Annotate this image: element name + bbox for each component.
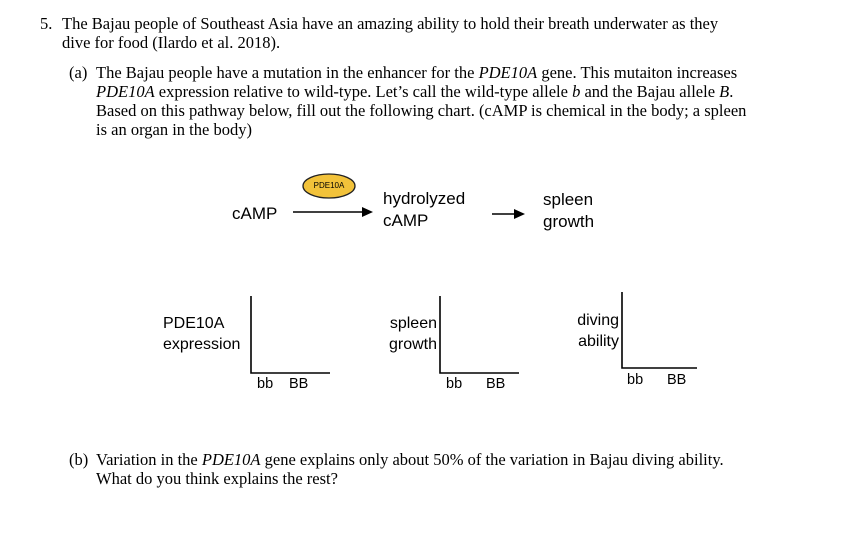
part-a-label: (a) (69, 63, 88, 82)
graph-1-tick-BB: BB (289, 376, 309, 392)
substrate-label: cAMP (232, 204, 278, 223)
allele-B: B (719, 82, 730, 101)
graph-3-axes (622, 292, 697, 368)
graph-2-axes (440, 296, 519, 373)
part-b-label: (b) (69, 450, 89, 469)
question-text-line-2: dive for food (Ilardo et al. 2018). (62, 33, 281, 52)
question-text-line-1: The Bajau people of Southeast Asia have an amazing ability to hold their breath underwater as they (62, 14, 719, 33)
graph-1-ylabel: PDE10A expression (163, 315, 241, 353)
graph-2-tick-bb: bb (446, 376, 463, 392)
enzyme-label: PDE10A (313, 181, 345, 190)
part-b-line-1: Variation in the PDE10A gene explains only about 50% of the variation in Bajau diving ability. (96, 450, 724, 469)
part-a-line-2: PDE10A expression relative to wild-type. Let’s call the wild-type allele b and the Bajau allele B. (96, 82, 734, 101)
graph-3-tick-bb: bb (627, 372, 644, 388)
outcome-label: spleen growth (543, 190, 595, 231)
product-label: hydrolyzed cAMP (383, 189, 466, 230)
graph-1-axes (251, 296, 330, 373)
part-b-line-2: What do you think explains the rest? (96, 469, 338, 488)
graph-3-ylabel: diving ability (577, 312, 619, 350)
allele-b: b (572, 82, 581, 101)
gene-name: PDE10A (478, 63, 538, 82)
arrow-head-2 (514, 209, 525, 219)
question-number: 5. (40, 14, 53, 33)
graph-2-tick-BB: BB (486, 376, 506, 392)
graph-1-tick-bb: bb (257, 376, 274, 392)
arrow-head-1 (362, 207, 373, 217)
part-a-line-4: is an organ in the body) (96, 120, 252, 139)
part-a-line-3: Based on this pathway below, fill out the following chart. (cAMP is chemical in the body; a spleen (96, 101, 747, 120)
graph-3-tick-BB: BB (667, 372, 687, 388)
part-a-line-1: The Bajau people have a mutation in the enhancer for the PDE10A gene. This mutaiton increases (96, 63, 738, 82)
graph-2-ylabel: spleen growth (388, 315, 437, 353)
gene-name: PDE10A (96, 82, 155, 101)
gene-name: PDE10A (201, 450, 261, 469)
